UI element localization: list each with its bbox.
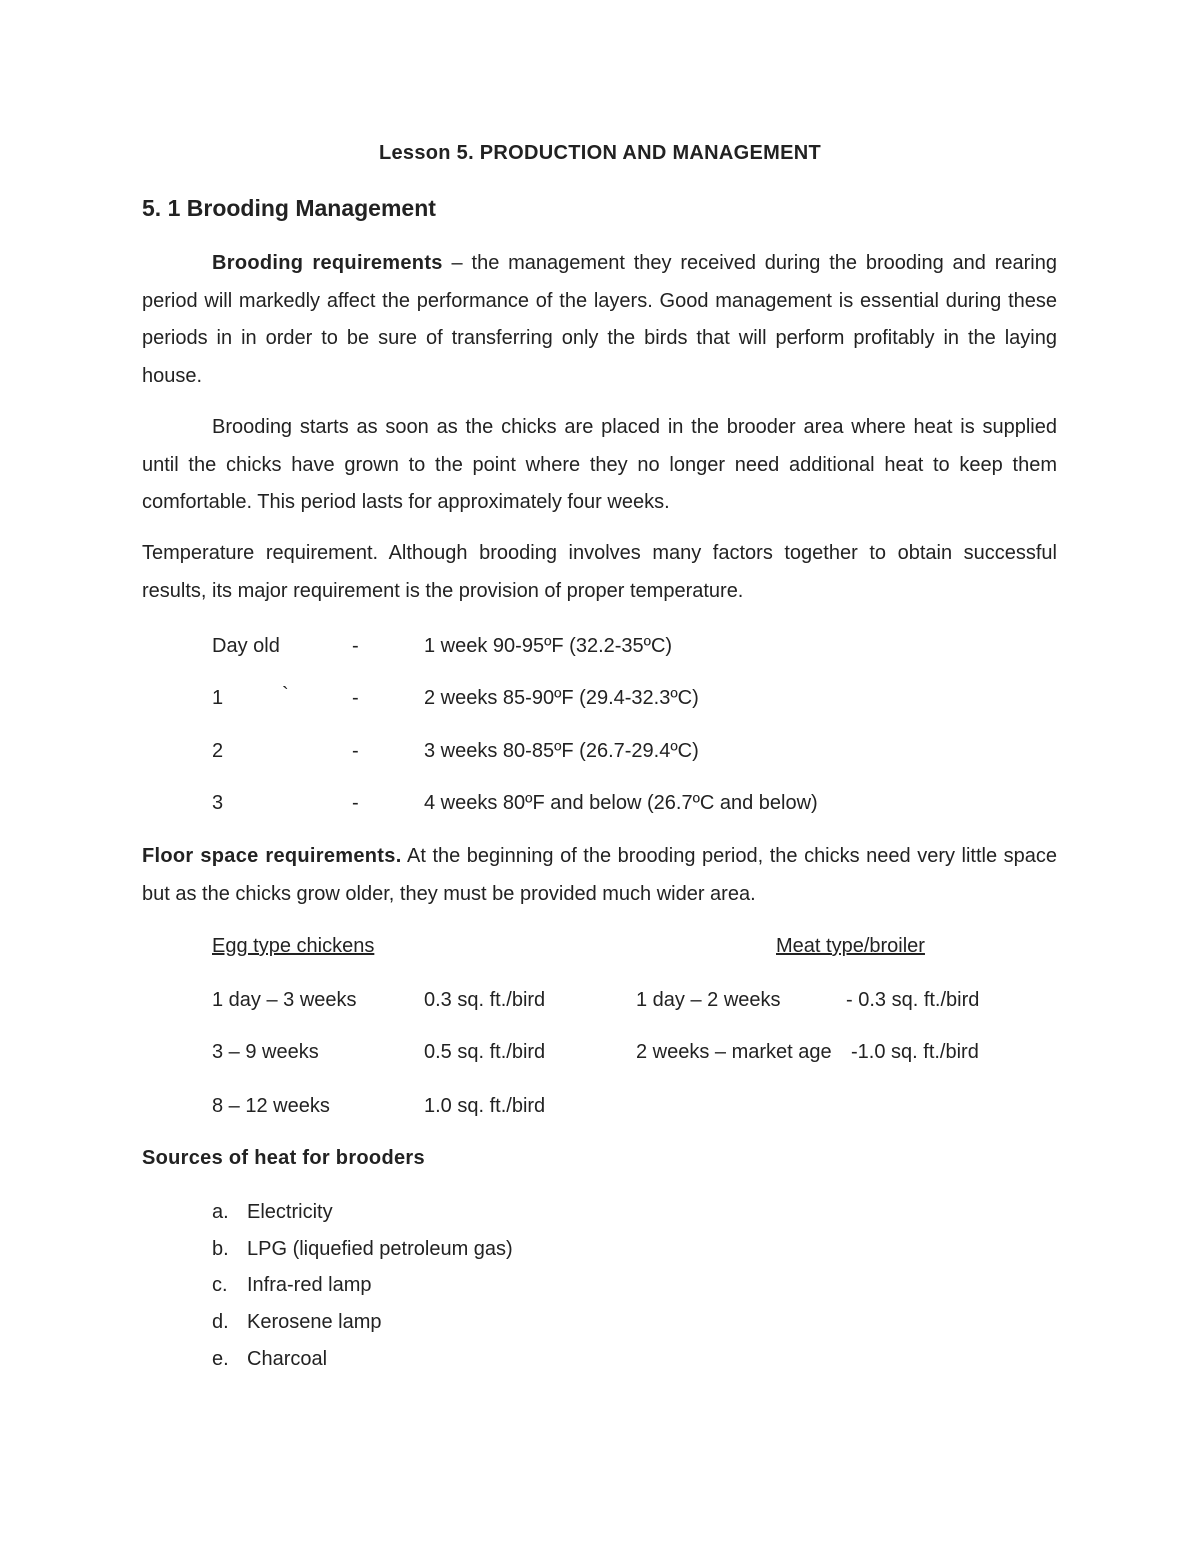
egg-type-age: 3 – 9 weeks: [212, 1041, 319, 1063]
egg-type-space: 0.3 sq. ft./bird: [424, 989, 546, 1011]
list-item-letter: b.: [212, 1238, 229, 1260]
brooding-requirements-text: – the management they received during the brooding and rearing period will markedly affect the performance of the layers. Good management is essential during these periods in in order to be sure of transferring only the birds that will perform profitably in the laying house.: [142, 252, 1057, 387]
temperature-age: 2: [212, 740, 224, 762]
egg-type-space: 0.5 sq. ft./bird: [424, 1041, 546, 1063]
brooding-requirements-paragraph: [142, 245, 1057, 395]
egg-type-age: 1 day – 3 weeks: [212, 989, 357, 1011]
egg-type-heading: Egg type chickens: [212, 935, 375, 957]
list-item-letter: e.: [212, 1348, 229, 1370]
meat-type-space: - 0.3 sq. ft./bird: [846, 989, 980, 1011]
brooding-starts-paragraph: Brooding starts as soon as the chicks are placed in the brooder area where heat is supplied until the chicks have grown to the point where they no longer need additional heat to keep them comfortable. This period lasts for approximately four weeks.: [142, 416, 1057, 513]
temperature-age: Day old: [212, 635, 280, 657]
temperature-value: 4 weeks 80ºF and below (26.7ºC and below): [424, 792, 818, 814]
list-item-letter: d.: [212, 1311, 229, 1333]
list-item-text: Kerosene lamp: [247, 1311, 382, 1333]
floor-space-text: At the beginning of the brooding period, the chicks need very little space but as the chicks grow older, they must be provided much wider area.: [142, 845, 1058, 905]
section-heading: 5. 1 Brooding Management: [142, 195, 436, 221]
temperature-dash: -: [352, 635, 359, 657]
list-item-text: Infra-red lamp: [247, 1274, 372, 1296]
list-item-text: Electricity: [247, 1201, 333, 1223]
temperature-dash: -: [352, 792, 359, 814]
egg-type-age: 8 – 12 weeks: [212, 1095, 330, 1117]
meat-type-age: 2 weeks – market age: [636, 1041, 832, 1063]
list-item-letter: a.: [212, 1201, 229, 1223]
list-item-letter: c.: [212, 1274, 228, 1296]
temperature-value: 2 weeks 85-90ºF (29.4-32.3ºC): [424, 687, 699, 709]
list-item-text: LPG (liquefied petroleum gas): [247, 1238, 513, 1260]
page-title: Lesson 5. PRODUCTION AND MANAGEMENT: [378, 142, 821, 164]
sources-heading: Sources of heat for brooders: [142, 1147, 425, 1169]
temperature-value: 3 weeks 80-85ºF (26.7-29.4ºC): [424, 740, 699, 762]
temperature-requirement-paragraph: Temperature requirement. Although brooding involves many factors together to obtain successful results, its major requirement is the provision of proper temperature.: [142, 542, 1057, 602]
meat-type-heading: Meat type/broiler: [776, 935, 925, 957]
meat-type-age: 1 day – 2 weeks: [636, 989, 781, 1011]
temperature-mark: `: [282, 684, 289, 706]
egg-type-space: 1.0 sq. ft./bird: [424, 1095, 546, 1117]
temperature-age: 3: [212, 792, 224, 814]
brooding-requirements-label: Brooding requirements: [212, 252, 443, 274]
temperature-dash: -: [352, 687, 359, 709]
floor-space-paragraph: [142, 838, 1057, 913]
list-item-text: Charcoal: [247, 1348, 328, 1370]
temperature-dash: -: [352, 740, 359, 762]
temperature-value: 1 week 90-95ºF (32.2-35ºC): [424, 635, 673, 657]
floor-space-label: Floor space requirements.: [142, 845, 402, 867]
temperature-age: 1: [212, 687, 224, 709]
meat-type-space: -1.0 sq. ft./bird: [851, 1041, 979, 1063]
